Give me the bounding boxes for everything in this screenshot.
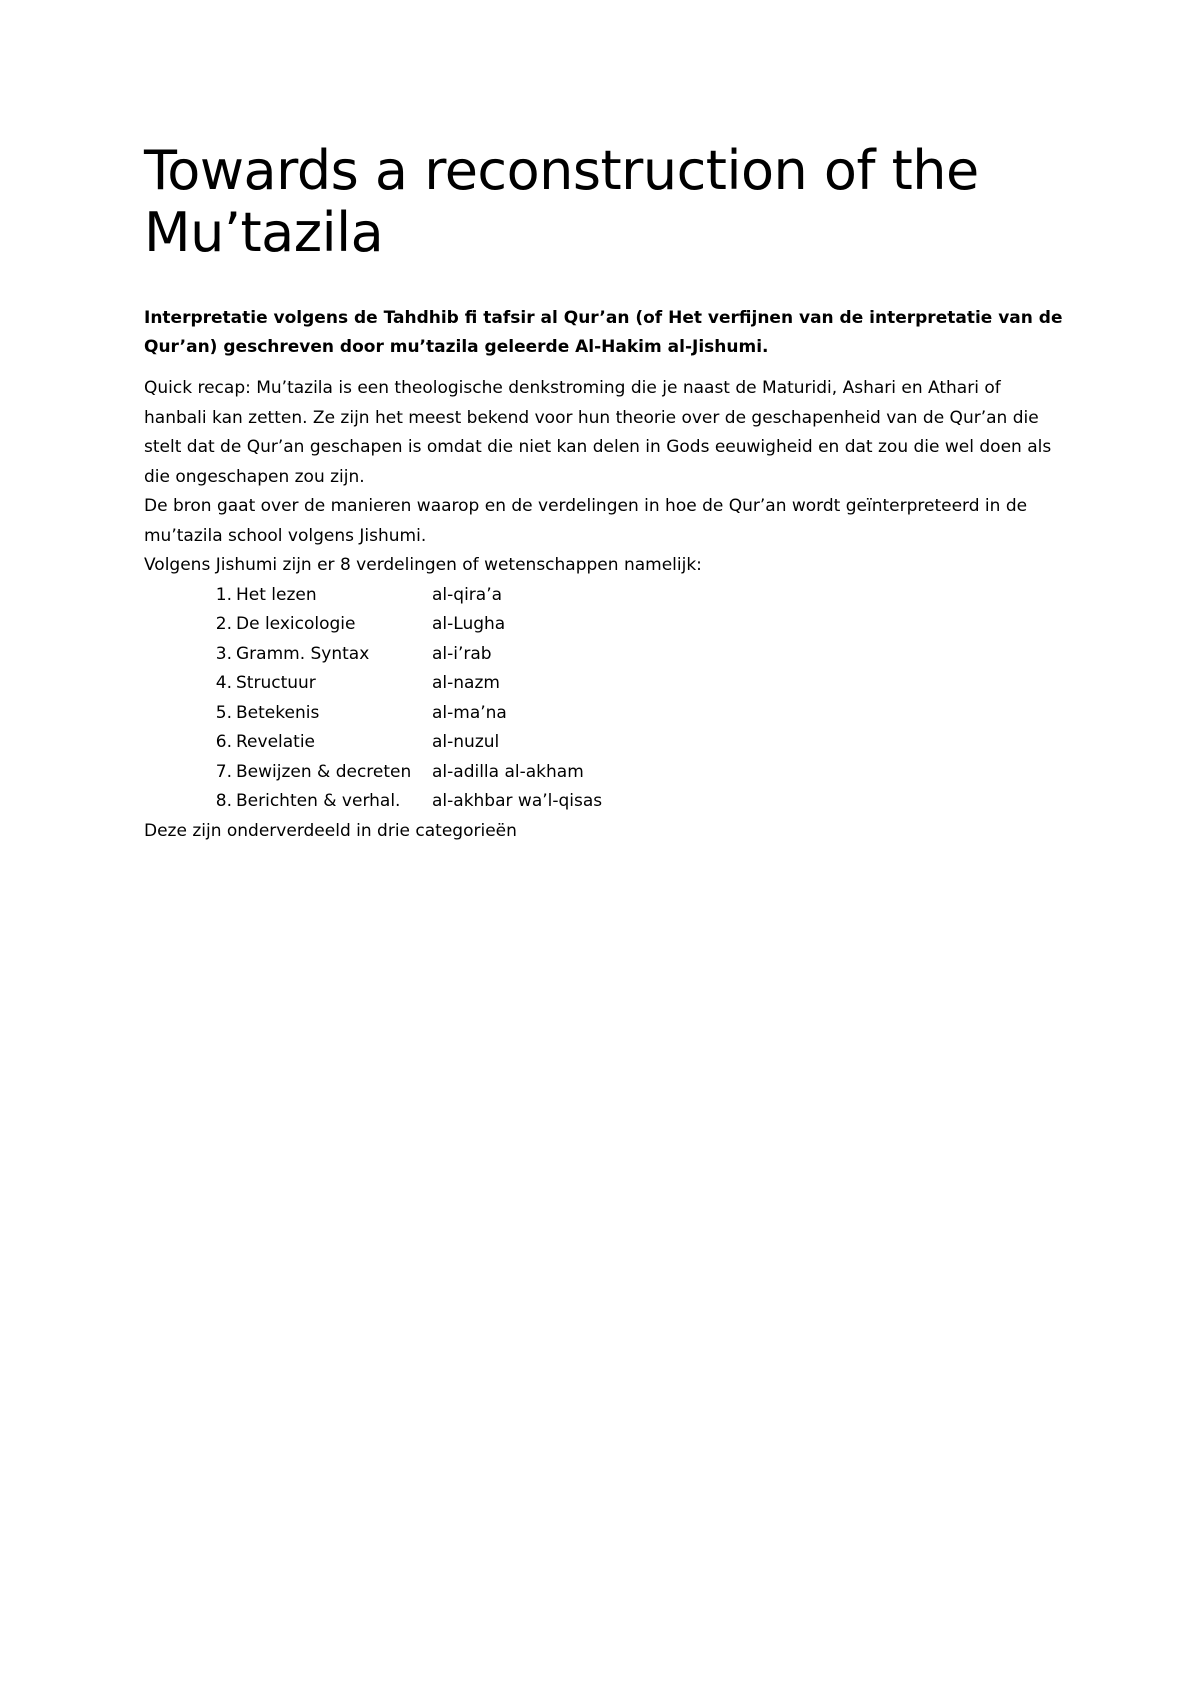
list-number: 1. bbox=[215, 584, 232, 605]
list-item bbox=[144, 581, 1064, 611]
list-number: 3. bbox=[215, 643, 232, 664]
list-number: 7. bbox=[215, 761, 232, 782]
list-number: 6. bbox=[215, 732, 232, 752]
list-arabic-term: al-akhbar wa’l-qisas bbox=[432, 791, 603, 811]
list-item bbox=[144, 699, 1064, 729]
list-term: Berichten & verhal. bbox=[236, 791, 401, 811]
list-intro: Volgens Jishumi zijn er 8 verdelingen of wetenschappen namelijk: bbox=[144, 555, 702, 575]
recap-paragraph: Quick recap: Mu’tazila is een theologische denkstroming die je naast de Maturidi, Ashari en Athari of hanbali kan zetten. Ze zijn het meest bekend voor hun theorie over de geschapenheid van de Qur’an die stelt dat de Qur’an geschapen is omdat die niet kan delen in Gods eeuwigheid en dat zou die wel doen als die ongeschapen zou zijn. bbox=[144, 378, 1052, 487]
list-term: Structuur bbox=[236, 673, 316, 693]
list-term: Revelatie bbox=[236, 732, 316, 752]
list-item bbox=[144, 787, 1064, 817]
list-arabic-term: al-i’rab bbox=[432, 643, 492, 664]
list-number: 5. bbox=[215, 702, 232, 723]
list-item bbox=[144, 758, 1064, 788]
document-body bbox=[144, 374, 1064, 846]
list-item bbox=[144, 728, 1064, 758]
list-number: 4. bbox=[215, 673, 232, 693]
list-term: Het lezen bbox=[236, 584, 317, 605]
list-arabic-term: al-qira’a bbox=[432, 584, 503, 605]
list-item bbox=[144, 669, 1064, 699]
list-term: Gramm. Syntax bbox=[236, 643, 370, 664]
divisions-list bbox=[144, 581, 1064, 817]
list-term: Betekenis bbox=[236, 702, 320, 723]
list-arabic-term: al-adilla al-akham bbox=[432, 761, 584, 782]
list-term: De lexicologie bbox=[236, 614, 356, 634]
list-item bbox=[144, 610, 1064, 640]
document-page bbox=[144, 140, 1064, 846]
document-title: Towards a reconstruction of the Mu’tazila bbox=[144, 139, 979, 264]
list-number: 8. bbox=[215, 791, 232, 811]
list-term: Bewijzen & decreten bbox=[236, 761, 412, 782]
list-arabic-term: al-nazm bbox=[432, 673, 500, 693]
list-arabic-term: al-nuzul bbox=[432, 732, 500, 752]
source-paragraph: De bron gaat over de manieren waarop en de verdelingen in hoe de Qur’an wordt geïnterpreteerd in de mu’tazila school volgens Jishumi. bbox=[144, 496, 1028, 546]
list-item bbox=[144, 640, 1064, 670]
document-subtitle: Interpretatie volgens de Tahdhib fi tafsir al Qur’an (of Het verfijnen van de interpretatie van de Qur’an) geschreven door mu’tazila geleerde Al-Hakim al-Jishumi. bbox=[144, 308, 1063, 357]
list-arabic-term: al-Lugha bbox=[432, 614, 506, 634]
list-number: 2. bbox=[215, 614, 232, 634]
list-arabic-term: al-ma’na bbox=[432, 702, 507, 723]
closing-line: Deze zijn onderverdeeld in drie categorieën bbox=[144, 820, 517, 841]
